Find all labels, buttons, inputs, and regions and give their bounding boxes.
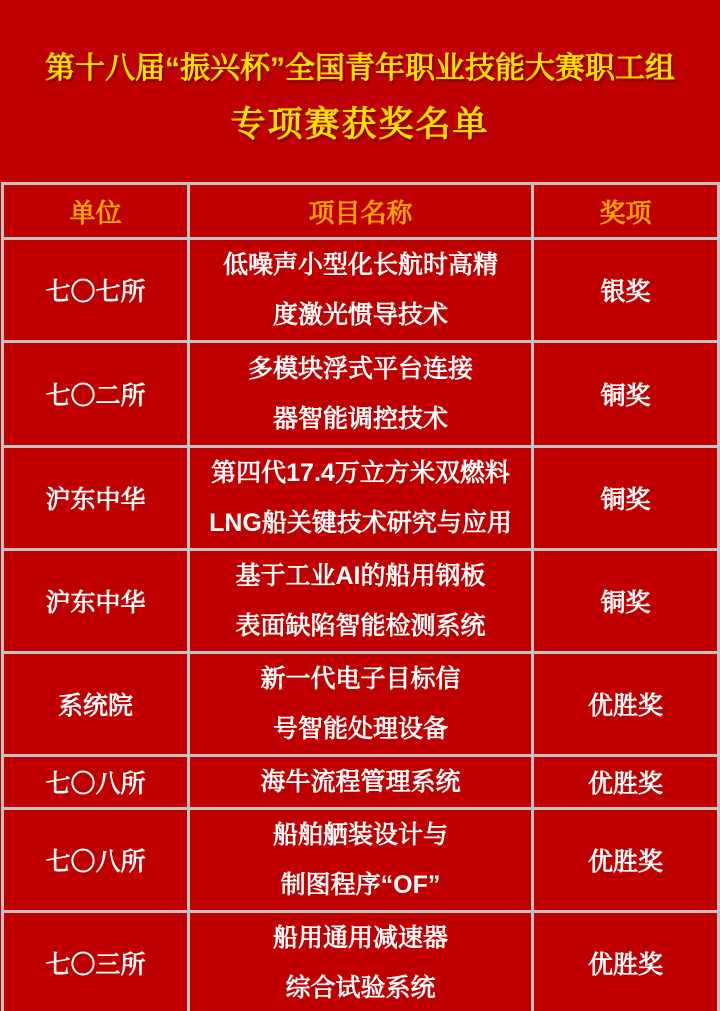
- project-line: 基于工业AI的船用钢板: [235, 562, 486, 590]
- project-cell: [189, 550, 533, 653]
- project-cell: [189, 342, 533, 447]
- header-project-name: 项目名称: [189, 184, 533, 239]
- award-cell: 银奖: [533, 239, 719, 342]
- project-line: 船舶舾装设计与: [272, 821, 448, 849]
- project-cell: [189, 653, 533, 756]
- project-line: 新一代电子目标信: [260, 665, 461, 693]
- award-cell: 优胜奖: [533, 912, 719, 1011]
- unit-cell: 沪东中华: [3, 550, 189, 653]
- page-title-line2: 专项赛获奖名单: [230, 105, 490, 144]
- project-line: 船用通用减速器: [272, 924, 448, 952]
- page-title-line1: 第十八届“振兴杯”全国青年职业技能大赛职工组: [45, 52, 675, 85]
- table-row: [3, 653, 719, 756]
- table-row: [3, 809, 719, 912]
- project-cell: [189, 809, 533, 912]
- project-line: 制图程序“OF”: [280, 871, 441, 899]
- table-row: [3, 342, 719, 447]
- project-line: 多模块浮式平台连接: [247, 355, 473, 383]
- table-row: [3, 912, 719, 1011]
- table-row: [3, 756, 719, 809]
- unit-cell: 七〇八所: [3, 809, 189, 912]
- project-line: 度激光惯导技术: [272, 301, 448, 329]
- award-cell: 铜奖: [533, 342, 719, 447]
- award-cell: 铜奖: [533, 447, 719, 550]
- header-unit: 单位: [3, 184, 189, 239]
- unit-cell: 七〇三所: [3, 912, 189, 1011]
- award-cell: 铜奖: [533, 550, 719, 653]
- project-line: 号智能处理设备: [272, 715, 448, 743]
- unit-cell: 系统院: [3, 653, 189, 756]
- project-line: 海牛流程管理系统: [260, 768, 461, 796]
- project-line: 第四代17.4万立方米双燃料: [211, 459, 510, 487]
- project-line: 器智能调控技术: [272, 405, 448, 433]
- project-line: 低噪声小型化长航时高精: [222, 251, 498, 279]
- award-cell: 优胜奖: [533, 653, 719, 756]
- project-cell: [189, 756, 533, 809]
- project-line: LNG船关键技术研究与应用: [209, 509, 512, 537]
- unit-cell: 七〇二所: [3, 342, 189, 447]
- project-line: 表面缺陷智能检测系统: [235, 612, 486, 640]
- award-cell: 优胜奖: [533, 756, 719, 809]
- unit-cell: 沪东中华: [3, 447, 189, 550]
- table-row: [3, 447, 719, 550]
- project-cell: [189, 447, 533, 550]
- award-table: [1, 182, 720, 1011]
- award-cell: 优胜奖: [533, 809, 719, 912]
- project-cell: [189, 912, 533, 1011]
- header-award: 奖项: [533, 184, 719, 239]
- table-row: [3, 239, 719, 342]
- table-row: [3, 550, 719, 653]
- project-cell: [189, 239, 533, 342]
- unit-cell: 七〇七所: [3, 239, 189, 342]
- unit-cell: 七〇八所: [3, 756, 189, 809]
- header-row: [3, 184, 719, 239]
- title-block: [0, 0, 720, 145]
- project-line: 综合试验系统: [285, 974, 436, 1002]
